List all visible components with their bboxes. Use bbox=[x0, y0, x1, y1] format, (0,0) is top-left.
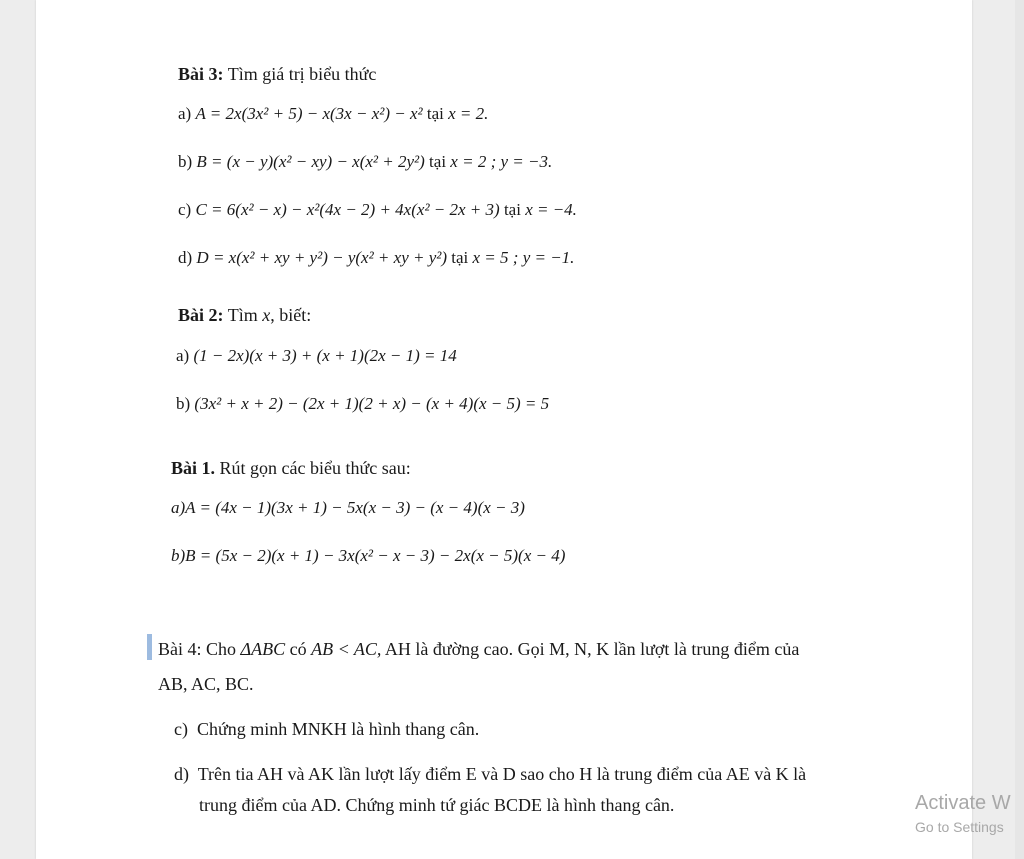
bai3-item-b bbox=[178, 152, 552, 172]
bai4-item-d-cont: trung điểm của AD. Chứng minh tứ giác BCDE là hình thang cân. bbox=[199, 795, 675, 815]
condition: x = 2 ; y = −3. bbox=[450, 152, 553, 171]
item-prefix: a) bbox=[171, 498, 186, 517]
item-prefix: a) bbox=[176, 346, 190, 365]
condition: x = −4. bbox=[525, 200, 577, 219]
bai2-heading bbox=[178, 305, 311, 326]
bai2-title-pre: Tìm bbox=[227, 305, 258, 325]
item-prefix: c) bbox=[174, 719, 188, 739]
item-prefix: d) bbox=[174, 764, 189, 784]
item-prefix: c) bbox=[178, 200, 192, 219]
bai3-heading bbox=[178, 64, 376, 85]
expression: B = (5x − 2)(x + 1) − 3x(x² − x − 3) − 2x(x − 5)(x − 4) bbox=[185, 546, 566, 565]
tai-word: tại bbox=[503, 200, 521, 219]
expression: C = 6(x² − x) − x²(4x − 2) + 4x(x² − 2x + 3) bbox=[195, 200, 500, 219]
item-prefix: b) bbox=[176, 394, 191, 413]
bai2-item-b bbox=[176, 394, 549, 414]
expression: (1 − 2x)(x + 3) + (x + 1)(2x − 1) = 14 bbox=[193, 346, 457, 365]
condition: x = 5 ; y = −1. bbox=[472, 248, 575, 267]
bai4-item-c bbox=[174, 719, 479, 740]
bai1-item-a bbox=[171, 498, 525, 518]
bai2-var: x bbox=[262, 305, 271, 325]
item-prefix: a) bbox=[178, 104, 192, 123]
bai2-label: Bài 2: bbox=[178, 305, 224, 325]
activate-windows-text: Activate W bbox=[915, 792, 1011, 814]
expression: B = (x − y)(x² − xy) − x(x² + 2y²) bbox=[196, 152, 425, 171]
bai4-line1-post: AH là đường cao. Gọi M, N, K lần lượt là trung điểm của bbox=[384, 639, 800, 659]
bai3-item-c bbox=[178, 200, 577, 220]
tai-word: tại bbox=[426, 104, 444, 123]
expression: (3x² + x + 2) − (2x + 1)(2 + x) − (x + 4)(x − 5) = 5 bbox=[194, 394, 550, 413]
scrollbar[interactable] bbox=[1015, 0, 1024, 859]
bai1-heading bbox=[171, 458, 411, 479]
condition: x = 2. bbox=[448, 104, 489, 123]
bai2-item-a bbox=[176, 346, 457, 366]
bai4-cho: Cho bbox=[206, 639, 237, 659]
bai2-title-post: , biết: bbox=[270, 305, 312, 325]
bai4-co: có bbox=[289, 639, 307, 659]
bai1-label: Bài 1. bbox=[171, 458, 216, 478]
bai4-triangle: ΔABC bbox=[240, 639, 286, 659]
go-to-settings-text: Go to Settings bbox=[915, 819, 1004, 835]
item-prefix: b) bbox=[178, 152, 193, 171]
bai4-line1 bbox=[158, 639, 799, 660]
bai3-item-a bbox=[178, 104, 488, 124]
bai1-item-b bbox=[171, 546, 565, 566]
expression: A = (4x − 1)(3x + 1) − 5x(x − 3) − (x − 4)(x − 3) bbox=[185, 498, 525, 517]
item-prefix: b) bbox=[171, 546, 186, 565]
item-prefix: d) bbox=[178, 248, 193, 267]
expression: A = 2x(3x² + 5) − x(3x − x²) − x² bbox=[195, 104, 423, 123]
item-text: Chứng minh MNKH là hình thang cân. bbox=[196, 719, 480, 739]
item-text: Trên tia AH và AK lần lượt lấy điểm E và D sao cho H là trung điểm của AE và K là bbox=[197, 764, 807, 784]
bai3-title: Tìm giá trị biểu thức bbox=[227, 64, 377, 84]
tai-word: tại bbox=[451, 248, 469, 267]
bai4-item-d bbox=[174, 764, 806, 785]
bai3-item-d bbox=[178, 248, 574, 268]
bai4-ineq: AB < AC, bbox=[311, 639, 382, 659]
selection-marker bbox=[147, 634, 152, 660]
bai4-label: Bài 4: bbox=[158, 639, 202, 659]
tai-word: tại bbox=[429, 152, 447, 171]
bai4-line2: AB, AC, BC. bbox=[158, 674, 254, 694]
bai1-title: Rút gọn các biểu thức sau: bbox=[219, 458, 411, 478]
bai3-label: Bài 3: bbox=[178, 64, 224, 84]
expression: D = x(x² + xy + y²) − y(x² + xy + y²) bbox=[196, 248, 448, 267]
